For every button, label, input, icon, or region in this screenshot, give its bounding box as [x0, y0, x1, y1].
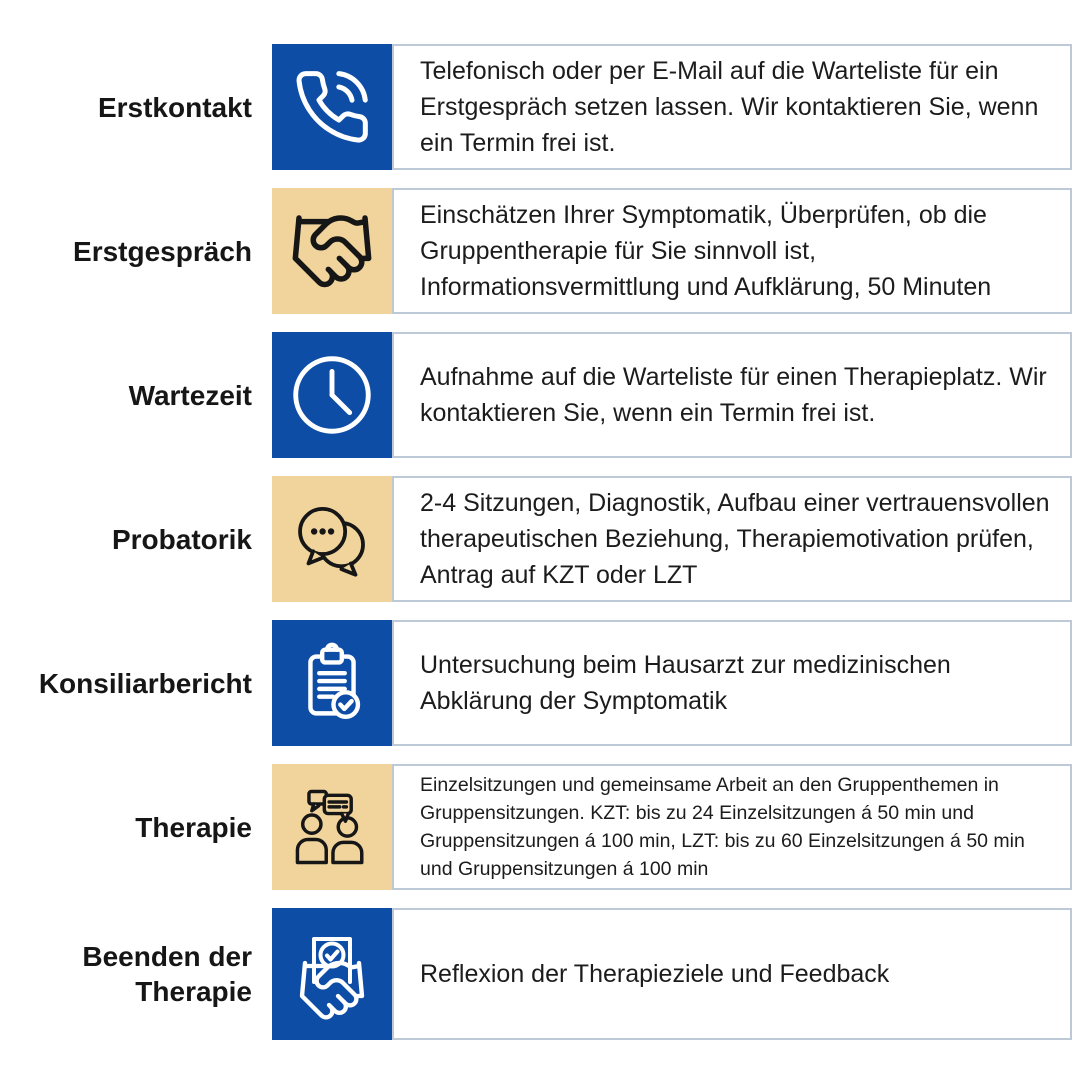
phone-icon: [292, 67, 372, 147]
clipboard-check-icon: [283, 634, 381, 732]
step-label: Erstgespräch: [73, 235, 252, 267]
step-icon-square: [272, 476, 392, 602]
step-description: Aufnahme auf die Warteliste für einen Therapieplatz. Wir kontaktieren Sie, wenn ein Termin frei ist.: [420, 362, 1047, 427]
step-description: Untersuchung beim Hausarzt zur medizinischen Abklärung der Symptomatik: [420, 650, 951, 715]
step-text-box: [392, 188, 1072, 314]
step-text-box: [392, 476, 1072, 602]
step-label: Therapie: [135, 811, 252, 843]
people-talking-icon: [284, 779, 380, 875]
step-row-3: [0, 332, 1080, 458]
step-icon-square: [272, 188, 392, 314]
step-description: Einzelsitzungen und gemeinsame Arbeit an den Gruppenthemen in Gruppensitzungen. KZT: bis zu 24 Einzelsitzungen á 50 min und Gruppensitzungen á 100 min, LZT: bis zu 60 Einzelsitzungen á 50 min und Gruppensitzungen á 100 min: [420, 773, 1025, 881]
step-icon-square: [272, 332, 392, 458]
clock-icon: [283, 346, 381, 444]
step-icon-square: [272, 908, 392, 1040]
step-text-box: [392, 620, 1072, 746]
step-label: Probatorik: [111, 523, 252, 555]
step-description: Telefonisch oder per E-Mail auf die Warteliste für ein Erstgespräch setzen lassen. Wir kontaktieren Sie, wenn ein Termin frei ist.: [420, 56, 1039, 158]
step-text-box: [392, 332, 1072, 458]
step-row-1: [0, 44, 1080, 170]
step-row-2: [0, 188, 1080, 314]
step-label: Erstkontakt: [97, 91, 252, 123]
step-label: Wartezeit: [128, 379, 252, 411]
step-row-4: [0, 476, 1080, 602]
step-text-box: [392, 764, 1072, 890]
step-label: Konsiliarbericht: [38, 667, 252, 699]
step-row-7: [0, 908, 1080, 1040]
step-description: Einschätzen Ihrer Symptomatik, Überprüfen, ob die Gruppentherapie für Sie sinnvoll ist, Informationsvermittlung und Aufklärung, 50 Minuten: [420, 200, 992, 302]
handshake-icon: [288, 207, 376, 295]
step-label: Beenden der Therapie: [82, 941, 252, 1007]
step-row-5: [0, 620, 1080, 746]
step-row-6: [0, 764, 1080, 890]
step-icon-square: [272, 620, 392, 746]
step-text-box: [392, 44, 1072, 170]
step-text-box: [392, 908, 1072, 1040]
chat-bubbles-icon: [285, 492, 379, 586]
step-icon-square: [272, 764, 392, 890]
step-description: 2-4 Sitzungen, Diagnostik, Aufbau einer vertrauensvollen therapeutischen Beziehung, Therapiemotivation prüfen, Antrag auf KZT oder LZT: [420, 488, 1050, 590]
handshake-check-icon: [282, 924, 382, 1024]
step-icon-square: [272, 44, 392, 170]
step-description: Reflexion der Therapieziele und Feedback: [420, 959, 890, 988]
